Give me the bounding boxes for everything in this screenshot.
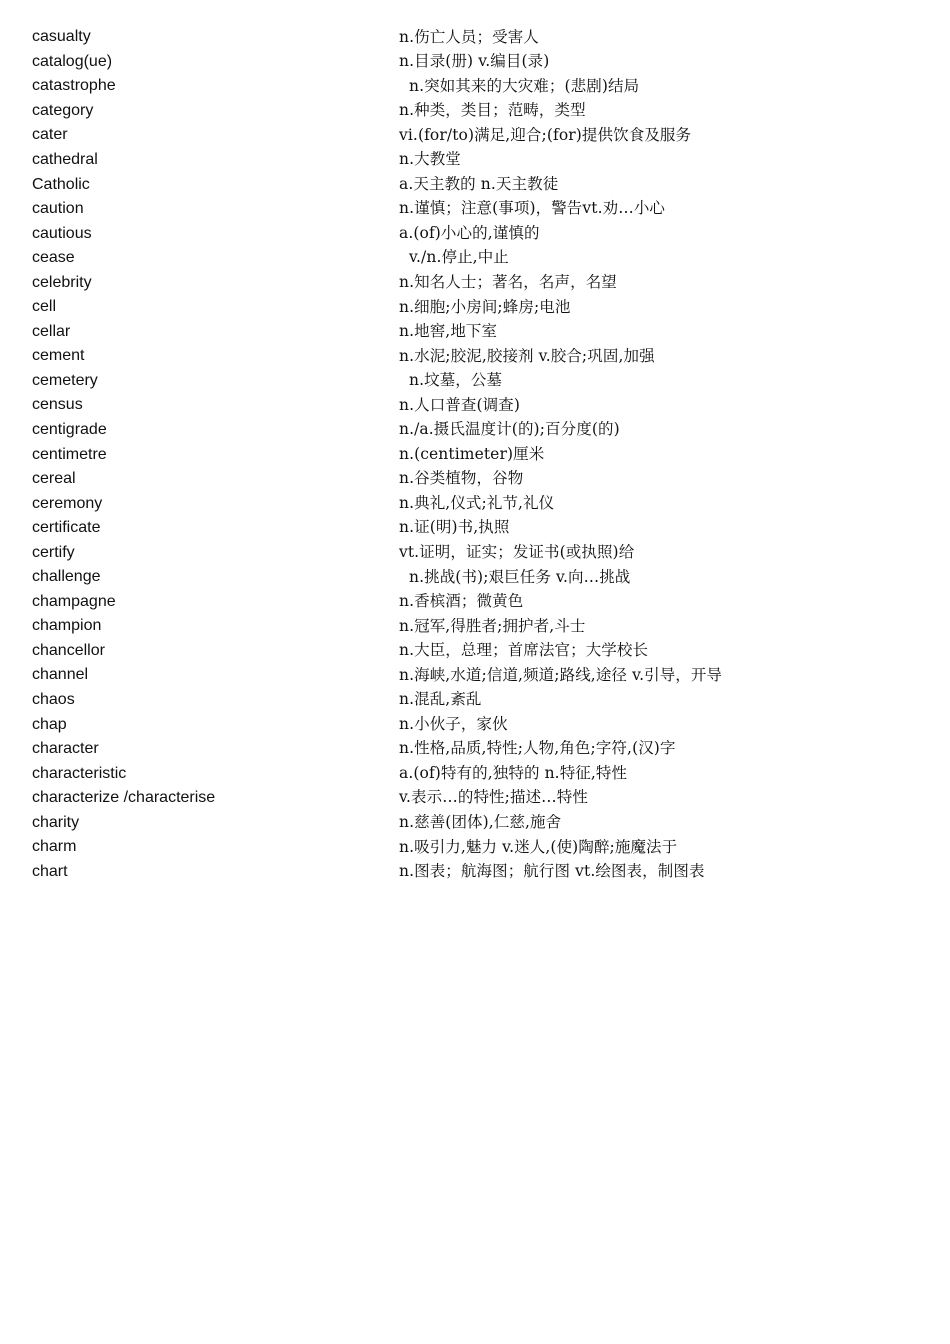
entry-definition: a.(of)特有的,独特的 n.特征,特性 bbox=[399, 763, 628, 782]
entry-word: chaos bbox=[32, 691, 75, 709]
entry-word: chap bbox=[32, 715, 67, 733]
vocabulary-entry bbox=[32, 123, 912, 148]
entry-definition: n.水泥;胶泥,胶接剂 v.胶合;巩固,加强 bbox=[399, 346, 655, 365]
entry-word: chart bbox=[32, 862, 68, 880]
vocabulary-entry bbox=[32, 246, 912, 271]
vocabulary-entry bbox=[32, 491, 912, 516]
entry-word: census bbox=[32, 396, 83, 414]
entry-definition: n.证(明)书,执照 bbox=[399, 518, 510, 537]
entry-definition: n.种类，类目；范畴，类型 bbox=[399, 101, 586, 120]
vocabulary-entry bbox=[32, 99, 912, 124]
entry-definition: n.地窖,地下室 bbox=[399, 322, 498, 341]
entry-word: cautious bbox=[32, 224, 92, 242]
entry-word: challenge bbox=[32, 568, 101, 586]
vocabulary-entry bbox=[32, 737, 912, 762]
entry-word: charm bbox=[32, 838, 77, 856]
entry-definition: n.性格,品质,特性;人物,角色;字符,(汉)字 bbox=[399, 739, 676, 758]
entry-word: channel bbox=[32, 666, 89, 684]
entry-definition: n.细胞;小房间;蜂房;电池 bbox=[399, 297, 571, 316]
entry-word: cemetery bbox=[32, 371, 98, 389]
entry-word: centimetre bbox=[32, 445, 107, 463]
vocabulary-entry bbox=[32, 786, 912, 811]
vocabulary-entry bbox=[32, 639, 912, 664]
entry-definition: n.目录(册) v.编目(录) bbox=[399, 52, 550, 71]
entry-definition: n.人口普查(调查) bbox=[399, 395, 521, 414]
entry-definition: vt.证明，证实；发证书(或执照)给 bbox=[399, 543, 635, 561]
vocabulary-entry bbox=[32, 25, 912, 50]
vocabulary-entry bbox=[32, 221, 912, 246]
vocabulary-entry bbox=[32, 74, 912, 99]
entry-word: cell bbox=[32, 298, 57, 316]
entry-word: cellar bbox=[32, 322, 71, 340]
entry-definition: n.谷类植物，谷物 bbox=[399, 469, 524, 488]
entry-definition: n.海峡,水道;信道,频道;路线,途径 v.引导，开导 bbox=[399, 665, 723, 684]
entry-definition: n.知名人士；著名，名声，名望 bbox=[399, 272, 617, 291]
entry-definition: n.小伙子，家伙 bbox=[399, 714, 508, 733]
entry-word: category bbox=[32, 101, 94, 119]
vocabulary-entry bbox=[32, 811, 912, 836]
vocabulary-entry bbox=[32, 172, 912, 197]
entry-definition: n.冠军,得胜者;拥护者,斗士 bbox=[399, 616, 586, 635]
entry-definition: n.(centimeter)厘米 bbox=[399, 444, 545, 463]
vocabulary-entry bbox=[32, 344, 912, 369]
entry-word: cereal bbox=[32, 470, 76, 488]
entry-definition: n.混乱,紊乱 bbox=[399, 690, 482, 709]
vocabulary-entry bbox=[32, 393, 912, 418]
vocabulary-entry bbox=[32, 590, 912, 615]
entry-definition: n.挑战(书);艰巨任务 v.向…挑战 bbox=[409, 567, 631, 586]
entry-word: certify bbox=[32, 543, 75, 561]
entry-word: casualty bbox=[32, 28, 91, 46]
entry-definition: n./a.摄氏温度计(的);百分度(的) bbox=[399, 420, 620, 439]
entry-word: cater bbox=[32, 126, 68, 144]
entry-definition: n.图表；航海图；航行图 vt.绘图表，制图表 bbox=[399, 862, 705, 881]
entry-definition: v.表示…的特性;描述…特性 bbox=[399, 788, 588, 807]
entry-definition: n.大教堂 bbox=[399, 150, 461, 169]
vocabulary-entry bbox=[32, 442, 912, 467]
entry-definition: n.吸引力,魅力 v.迷人,(使)陶醉;施魔法于 bbox=[399, 837, 678, 856]
entry-definition: n.慈善(团体),仁慈,施舍 bbox=[399, 813, 562, 832]
vocabulary-entry bbox=[32, 320, 912, 345]
vocabulary-entry bbox=[32, 565, 912, 590]
entry-word: champion bbox=[32, 617, 102, 635]
vocabulary-entry bbox=[32, 50, 912, 75]
entry-definition: n.谨慎；注意(事项)，警告vt.劝…小心 bbox=[399, 199, 666, 218]
entry-definition: n.突如其来的大灾难；(悲剧)结局 bbox=[409, 76, 640, 95]
vocabulary-entry bbox=[32, 369, 912, 394]
entry-word: celebrity bbox=[32, 273, 92, 291]
entry-definition: a.(of)小心的,谨慎的 bbox=[399, 223, 540, 242]
vocabulary-entry bbox=[32, 197, 912, 222]
vocabulary-entry bbox=[32, 418, 912, 443]
entry-word: cathedral bbox=[32, 151, 98, 168]
entry-word: cease bbox=[32, 249, 75, 267]
entry-word: charity bbox=[32, 813, 80, 831]
vocabulary-entry bbox=[32, 516, 912, 541]
entry-word: caution bbox=[32, 200, 84, 218]
entry-word: Catholic bbox=[32, 175, 90, 193]
vocabulary-entry bbox=[32, 467, 912, 492]
entry-definition: n.香槟酒；微黄色 bbox=[399, 592, 524, 611]
vocabulary-entry bbox=[32, 688, 912, 713]
entry-word: champagne bbox=[32, 592, 116, 610]
entry-word: certificate bbox=[32, 519, 101, 537]
entry-definition: n.伤亡人员；受害人 bbox=[399, 27, 539, 46]
vocabulary-entry bbox=[32, 614, 912, 639]
entry-word: characterize /characterise bbox=[32, 789, 216, 807]
vocabulary-entry bbox=[32, 270, 912, 295]
entry-word: chancellor bbox=[32, 641, 105, 659]
entry-word: catalog(ue) bbox=[32, 52, 113, 70]
entry-definition: n.坟墓，公墓 bbox=[409, 371, 503, 390]
vocabulary-entry bbox=[32, 712, 912, 737]
vocabulary-entry bbox=[32, 860, 912, 885]
entry-word: ceremony bbox=[32, 494, 103, 512]
entry-word: characteristic bbox=[32, 764, 127, 782]
vocabulary-entry bbox=[32, 540, 912, 565]
vocabulary-entry bbox=[32, 148, 912, 173]
vocabulary-entry bbox=[32, 761, 912, 786]
entry-word: cement bbox=[32, 347, 85, 365]
vocabulary-entry bbox=[32, 663, 912, 688]
entry-word: character bbox=[32, 740, 99, 758]
entry-word: centigrade bbox=[32, 421, 107, 439]
vocabulary-entry bbox=[32, 295, 912, 320]
vocabulary-entry bbox=[32, 835, 912, 860]
entry-definition: vi.(for/to)满足,迎合;(for)提供饮食及服务 bbox=[399, 125, 692, 144]
vocabulary-list bbox=[32, 25, 912, 884]
entry-definition: n.典礼,仪式;礼节,礼仪 bbox=[399, 493, 555, 512]
entry-definition: v./n.停止,中止 bbox=[409, 248, 509, 267]
entry-definition: n.大臣，总理；首席法官；大学校长 bbox=[399, 641, 649, 660]
entry-definition: a.天主教的 n.天主教徒 bbox=[399, 174, 559, 193]
entry-word: catastrophe bbox=[32, 77, 116, 95]
